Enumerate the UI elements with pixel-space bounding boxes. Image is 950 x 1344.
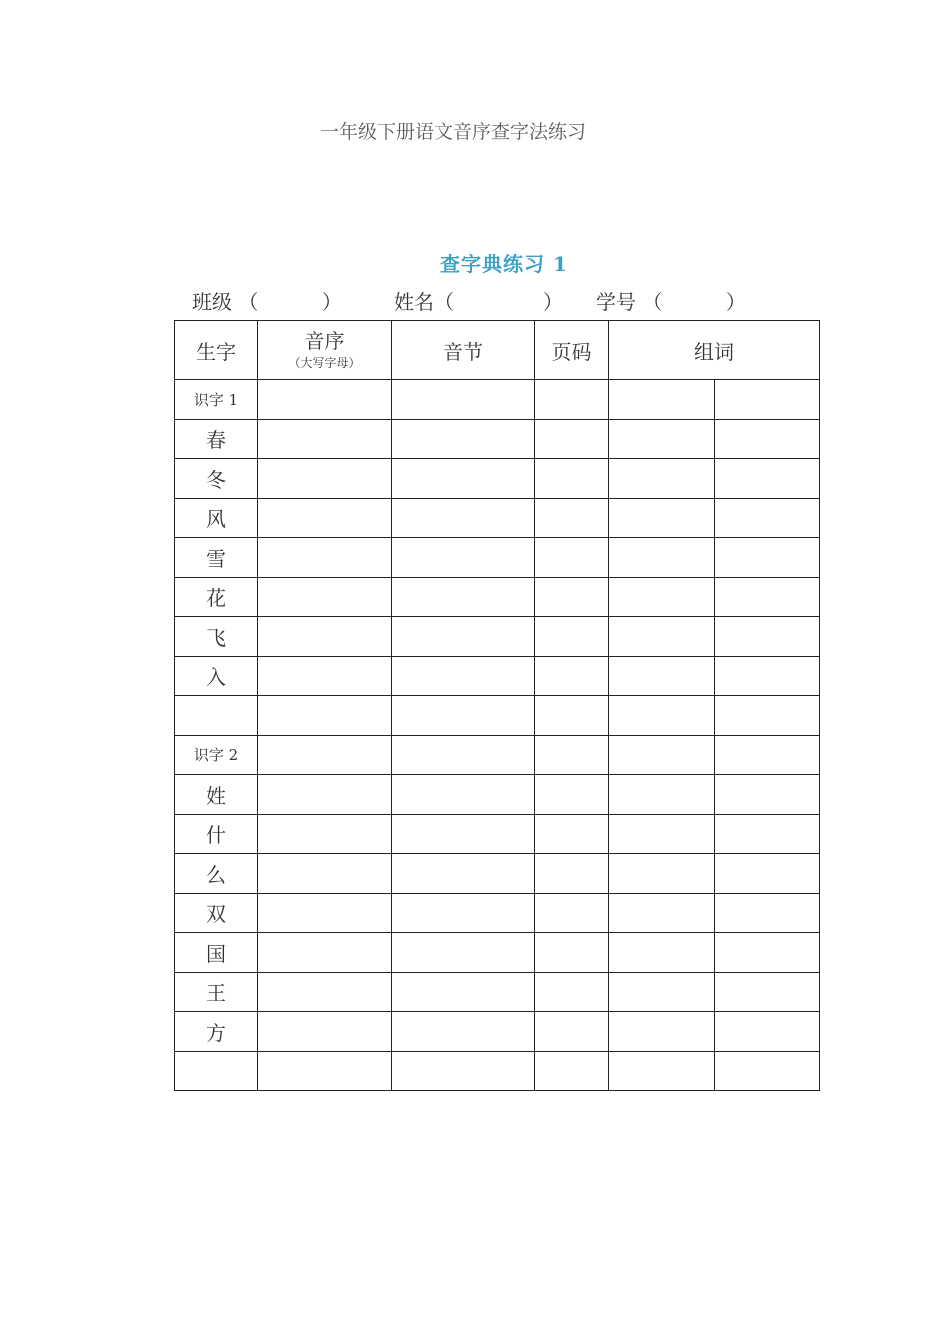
page-number-cell[interactable]: [535, 893, 609, 933]
syllable-cell[interactable]: [392, 735, 535, 775]
word-cell-1[interactable]: [609, 419, 715, 459]
initial-letter-cell[interactable]: [258, 577, 392, 617]
syllable-cell[interactable]: [392, 972, 535, 1012]
new-character-cell: 什: [175, 814, 258, 854]
word-cell-2[interactable]: [715, 538, 820, 578]
word-cell-2[interactable]: [715, 775, 820, 815]
new-character-cell: [175, 1051, 258, 1091]
word-cell-1[interactable]: [609, 617, 715, 657]
page-number-cell[interactable]: [535, 696, 609, 736]
word-cell-2[interactable]: [715, 419, 820, 459]
new-character-cell: 雪: [175, 538, 258, 578]
initial-letter-cell[interactable]: [258, 814, 392, 854]
page-number-cell[interactable]: [535, 1012, 609, 1052]
initial-letter-cell[interactable]: [258, 775, 392, 815]
word-cell-1[interactable]: [609, 775, 715, 815]
table-row: [175, 1012, 820, 1052]
section-label: 识字 1: [175, 380, 258, 420]
word-cell-1[interactable]: [609, 735, 715, 775]
word-cell-2[interactable]: [715, 656, 820, 696]
word-cell-1[interactable]: [609, 538, 715, 578]
initial-letter-cell[interactable]: [258, 696, 392, 736]
word-cell-1[interactable]: [609, 1012, 715, 1052]
new-character-cell: 方: [175, 1012, 258, 1052]
word-cell-2[interactable]: [715, 1012, 820, 1052]
new-character-cell: 姓: [175, 775, 258, 815]
header-initial-letter: [258, 321, 392, 380]
dictionary-exercise-table: [174, 320, 820, 1091]
syllable-cell[interactable]: [392, 1051, 535, 1091]
table-row: [175, 459, 820, 499]
table-row: [175, 577, 820, 617]
syllable-cell[interactable]: [392, 775, 535, 815]
syllable-cell[interactable]: [392, 893, 535, 933]
new-character-cell: 王: [175, 972, 258, 1012]
initial-letter-cell[interactable]: [258, 1012, 392, 1052]
initial-letter-cell[interactable]: [258, 419, 392, 459]
table-row: [175, 419, 820, 459]
page-number-cell[interactable]: [535, 538, 609, 578]
header-new-character: 生字: [175, 321, 258, 380]
word-cell-2[interactable]: [715, 696, 820, 736]
new-character-cell: 冬: [175, 459, 258, 499]
syllable-cell[interactable]: [392, 696, 535, 736]
word-cell-2[interactable]: [715, 814, 820, 854]
header-initial-letter-label: 音序: [304, 329, 345, 353]
word-cell-1[interactable]: [609, 1051, 715, 1091]
word-cell-1[interactable]: [609, 933, 715, 973]
syllable-cell[interactable]: [392, 656, 535, 696]
word-cell-2[interactable]: [715, 498, 820, 538]
syllable-cell[interactable]: [392, 933, 535, 973]
page-number-cell[interactable]: [535, 459, 609, 499]
word-cell-2[interactable]: [715, 617, 820, 657]
class-field[interactable]: 班级 （ ）: [192, 290, 342, 314]
word-cell-1[interactable]: [609, 814, 715, 854]
document-title: 一年级下册语文音序查字法练习: [320, 121, 587, 143]
header-page-number: 页码: [535, 321, 609, 380]
new-character-cell: 春: [175, 419, 258, 459]
syllable-cell[interactable]: [392, 459, 535, 499]
word-cell-2[interactable]: [715, 893, 820, 933]
word-cell-1[interactable]: [609, 893, 715, 933]
word-cell-1[interactable]: [609, 656, 715, 696]
word-cell-2[interactable]: [715, 380, 820, 420]
page-number-cell[interactable]: [535, 735, 609, 775]
new-character-cell: 么: [175, 854, 258, 894]
syllable-cell[interactable]: [392, 814, 535, 854]
page-number-cell[interactable]: [535, 419, 609, 459]
initial-letter-cell[interactable]: [258, 893, 392, 933]
new-character-cell: [175, 696, 258, 736]
student-info-row: [192, 286, 812, 316]
syllable-cell[interactable]: [392, 577, 535, 617]
word-cell-1[interactable]: [609, 380, 715, 420]
header-syllable: 音节: [392, 321, 535, 380]
exercise-title: 查字典练习 1: [440, 252, 568, 276]
word-cell-2[interactable]: [715, 735, 820, 775]
syllable-cell[interactable]: [392, 419, 535, 459]
page-number-cell[interactable]: [535, 1051, 609, 1091]
new-character-cell: 入: [175, 656, 258, 696]
new-character-cell: 花: [175, 577, 258, 617]
syllable-cell[interactable]: [392, 1012, 535, 1052]
page-number-cell[interactable]: [535, 498, 609, 538]
page-number-cell[interactable]: [535, 775, 609, 815]
page-number-cell[interactable]: [535, 656, 609, 696]
table-row: [175, 617, 820, 657]
table-row: [175, 656, 820, 696]
initial-letter-cell[interactable]: [258, 538, 392, 578]
word-cell-2[interactable]: [715, 459, 820, 499]
word-cell-2[interactable]: [715, 972, 820, 1012]
page-number-cell[interactable]: [535, 972, 609, 1012]
word-cell-1[interactable]: [609, 854, 715, 894]
page-number-cell[interactable]: [535, 933, 609, 973]
word-cell-2[interactable]: [715, 854, 820, 894]
initial-letter-cell[interactable]: [258, 933, 392, 973]
section-label: 识字 2: [175, 735, 258, 775]
table-row: [175, 538, 820, 578]
initial-letter-cell[interactable]: [258, 380, 392, 420]
word-cell-2[interactable]: [715, 933, 820, 973]
word-cell-1[interactable]: [609, 459, 715, 499]
initial-letter-cell[interactable]: [258, 854, 392, 894]
table-row: [175, 854, 820, 894]
new-character-cell: 双: [175, 893, 258, 933]
name-field[interactable]: 姓名（ ）: [394, 290, 564, 314]
syllable-cell[interactable]: [392, 498, 535, 538]
table-header-row: [175, 321, 820, 380]
table-row: [175, 814, 820, 854]
page-number-cell[interactable]: [535, 617, 609, 657]
new-character-cell: 国: [175, 933, 258, 973]
initial-letter-cell[interactable]: [258, 1051, 392, 1091]
syllable-cell[interactable]: [392, 380, 535, 420]
table-section-row: [175, 380, 820, 420]
header-initial-letter-note: （大写字母）: [288, 356, 361, 370]
table-row: [175, 972, 820, 1012]
word-cell-1[interactable]: [609, 972, 715, 1012]
table-row: [175, 775, 820, 815]
page-number-cell[interactable]: [535, 577, 609, 617]
table-row: [175, 498, 820, 538]
table-row: [175, 933, 820, 973]
page-number-cell[interactable]: [535, 854, 609, 894]
table-section-row: [175, 735, 820, 775]
word-cell-1[interactable]: [609, 577, 715, 617]
syllable-cell[interactable]: [392, 617, 535, 657]
initial-letter-cell[interactable]: [258, 617, 392, 657]
initial-letter-cell[interactable]: [258, 498, 392, 538]
syllable-cell[interactable]: [392, 538, 535, 578]
page-number-cell[interactable]: [535, 380, 609, 420]
page-number-cell[interactable]: [535, 814, 609, 854]
initial-letter-cell[interactable]: [258, 459, 392, 499]
header-word-formation: 组词: [609, 321, 820, 380]
table-body: [175, 380, 820, 1091]
table-row: [175, 893, 820, 933]
word-cell-2[interactable]: [715, 1051, 820, 1091]
syllable-cell[interactable]: [392, 854, 535, 894]
table-row: [175, 1051, 820, 1091]
word-cell-2[interactable]: [715, 577, 820, 617]
word-cell-1[interactable]: [609, 696, 715, 736]
new-character-cell: 风: [175, 498, 258, 538]
initial-letter-cell[interactable]: [258, 972, 392, 1012]
initial-letter-cell[interactable]: [258, 656, 392, 696]
student-number-field[interactable]: 学号 （ ）: [596, 290, 746, 314]
table-row: [175, 696, 820, 736]
word-cell-1[interactable]: [609, 498, 715, 538]
initial-letter-cell[interactable]: [258, 735, 392, 775]
new-character-cell: 飞: [175, 617, 258, 657]
